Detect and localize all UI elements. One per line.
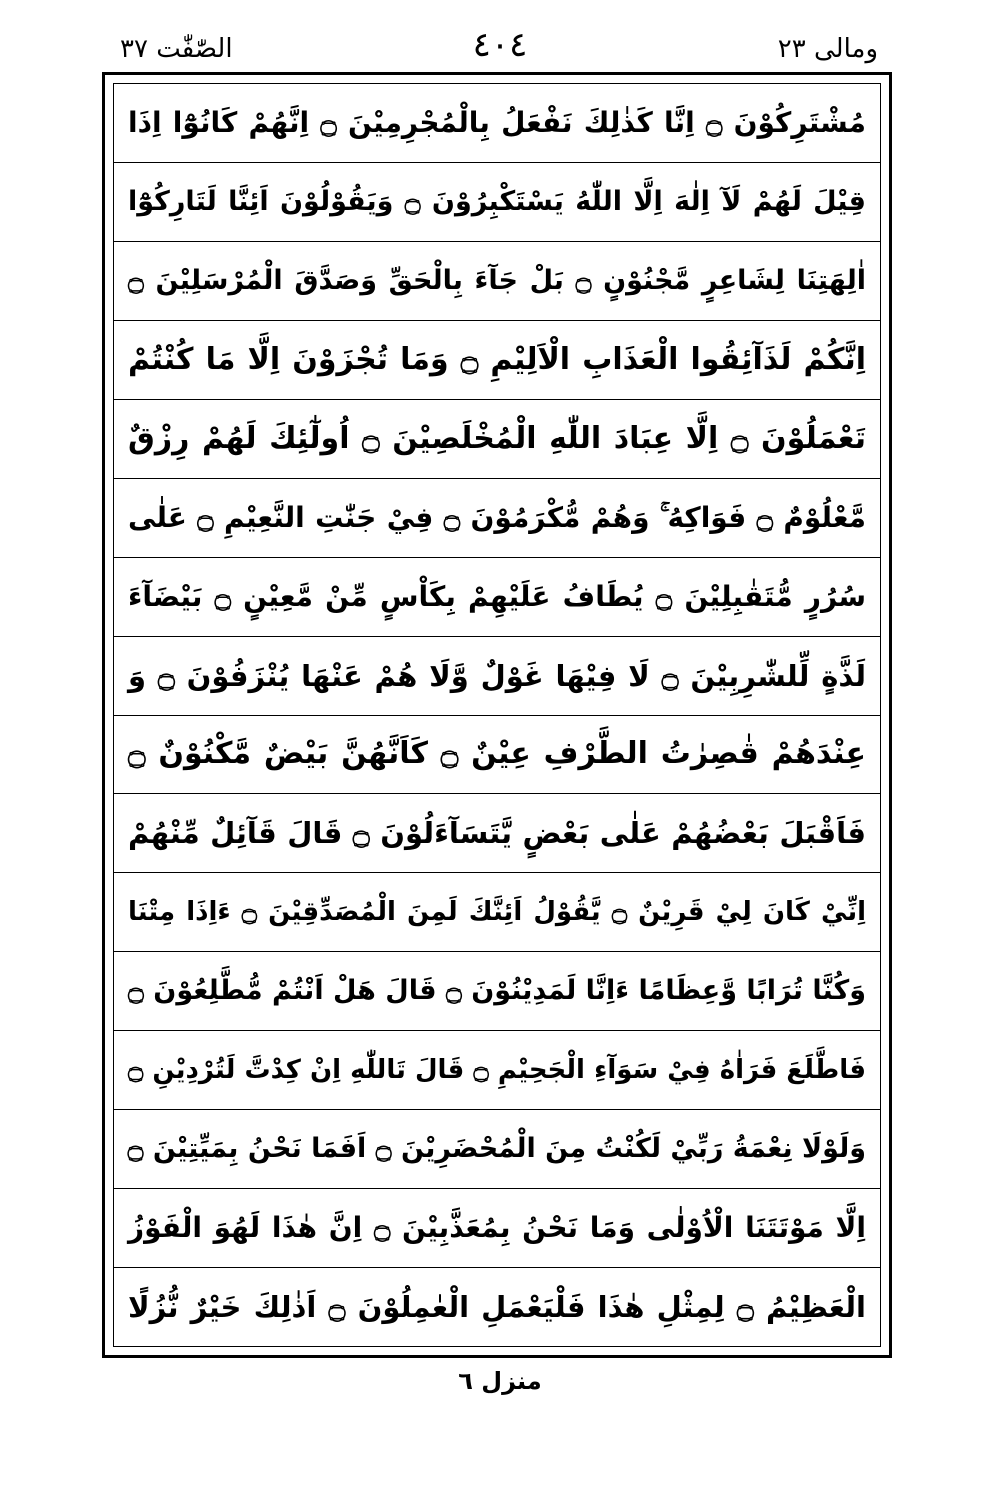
verse-text: اٰلِهَتِنَا لِشَاعِرٍ مَّجْنُوْنٍ ۝ بَلْ جَآءَ بِالْحَقِّ وَصَدَّقَ الْمُرْسَلِيْنَ ۝ — [128, 264, 866, 296]
verse-line — [114, 558, 880, 637]
verse-line — [114, 716, 880, 795]
page-header — [100, 26, 900, 72]
verse-text: الْعَظِيْمُ ۝ لِمِثْلِ هٰذَا فَلْيَعْمَلِ الْعٰمِلُوْنَ ۝ اَذٰلِكَ خَيْرٌ نُّزُلًا — [128, 1290, 867, 1325]
verse-lines — [114, 84, 880, 1346]
page-frame — [102, 72, 892, 1358]
verse-line — [114, 479, 880, 558]
verse-line — [114, 400, 880, 479]
verse-text: وَلَوْلَا نِعْمَةُ رَبِّيْ لَكُنْتُ مِنَ الْمُحْضَرِيْنَ ۝ اَفَمَا نَحْنُ بِمَيِّتِيْنَ ۝ — [127, 1133, 866, 1165]
text-frame — [113, 83, 881, 1347]
verse-line — [114, 1031, 880, 1110]
juz-name: ومالی ٢٣ — [777, 34, 878, 64]
verse-text: اِنِّيْ كَانَ لِيْ قَرِيْنٌ ۝ يَّقُوْلُ اَئِنَّكَ لَمِنَ الْمُصَدِّقِيْنَ ۝ ءَاِذَا مِتْنَا — [128, 897, 866, 928]
verse-text: مُشْتَرِكُوْنَ ۝ اِنَّا كَذٰلِكَ نَفْعَلُ بِالْمُجْرِمِيْنَ ۝ اِنَّهُمْ كَانُوْٓا اِذَا — [128, 105, 866, 139]
verse-text: سُرُرٍ مُّتَقٰبِلِيْنَ ۝ يُطَافُ عَلَيْهِمْ بِكَاْسٍ مِّنْ مَّعِيْنٍ ۝ بَيْضَآءَ — [128, 579, 867, 613]
verse-line — [114, 952, 880, 1031]
verse-text: مَّعْلُوْمٌ ۝ فَوَاكِهُ ۚ وَهُمْ مُّكْرَمُوْنَ ۝ فِيْ جَنّٰتِ النَّعِيْمِ ۝ عَلٰى — [128, 500, 866, 534]
verse-line — [114, 84, 880, 163]
verse-line — [114, 1268, 880, 1346]
verse-text: تَعْمَلُوْنَ ۝ اِلَّا عِبَادَ اللّٰهِ الْمُخْلَصِيْنَ ۝ اُولٰٓئِكَ لَهُمْ رِزْقٌ — [128, 420, 867, 456]
page-number: ٤٠٤ — [472, 25, 528, 65]
verse-line — [114, 1189, 880, 1268]
verse-text: فَاَقْبَلَ بَعْضُهُمْ عَلٰى بَعْضٍ يَّتَسَآءَلُوْنَ ۝ قَالَ قَآئِلٌ مِّنْهُمْ — [128, 816, 867, 851]
verse-line — [114, 1110, 880, 1189]
verse-text: قِيْلَ لَهُمْ لَآ اِلٰهَ اِلَّا اللّٰهُ يَسْتَكْبِرُوْنَ ۝ وَيَقُوْلُوْنَ اَئِنَّا لَتَارِكُوْٓا — [128, 185, 866, 217]
verse-text: اِنَّكُمْ لَذَآئِقُوا الْعَذَابِ الْاَلِيْمِ ۝ وَمَا تُجْزَوْنَ اِلَّا مَا كُنْتُمْ — [128, 341, 866, 377]
surah-name: الصّٰفّٰت ٣٧ — [120, 34, 233, 64]
verse-line — [114, 163, 880, 242]
verse-line — [114, 873, 880, 952]
manzil-footer: منزل ٦ — [458, 1367, 542, 1395]
verse-line — [114, 794, 880, 873]
verse-text: فَاطَّلَعَ فَرَاٰهُ فِيْ سَوَآءِ الْجَحِيْمِ ۝ قَالَ تَاللّٰهِ اِنْ كِدْتَّ لَتُرْدِيْنِ ۝ — [128, 1055, 866, 1086]
verse-line — [114, 637, 880, 716]
verse-text: اِلَّا مَوْتَتَنَا الْاُوْلٰى وَمَا نَحْنُ بِمُعَذَّبِيْنَ ۝ اِنَّ هٰذَا لَهُوَ الْفَوْزُ — [128, 1211, 866, 1245]
verse-text: عِنْدَهُمْ قٰصِرٰتُ الطَّرْفِ عِيْنٌ ۝ كَاَنَّهُنَّ بَيْضٌ مَّكْنُوْنٌ ۝ — [128, 736, 866, 772]
verse-line — [114, 242, 880, 321]
verse-line — [114, 321, 880, 400]
verse-text: وَكُنَّا تُرَابًا وَّعِظَامًا ءَاِنَّا لَمَدِيْنُوْنَ ۝ قَالَ هَلْ اَنْتُمْ مُّطَّلِعُوْنَ ۝ — [128, 975, 866, 1007]
verse-text: لَذَّةٍ لِّلشّٰرِبِيْنَ ۝ لَا فِيْهَا غَوْلٌ وَّلَا هُمْ عَنْهَا يُنْزَفُوْنَ ۝ وَ — [128, 658, 866, 693]
